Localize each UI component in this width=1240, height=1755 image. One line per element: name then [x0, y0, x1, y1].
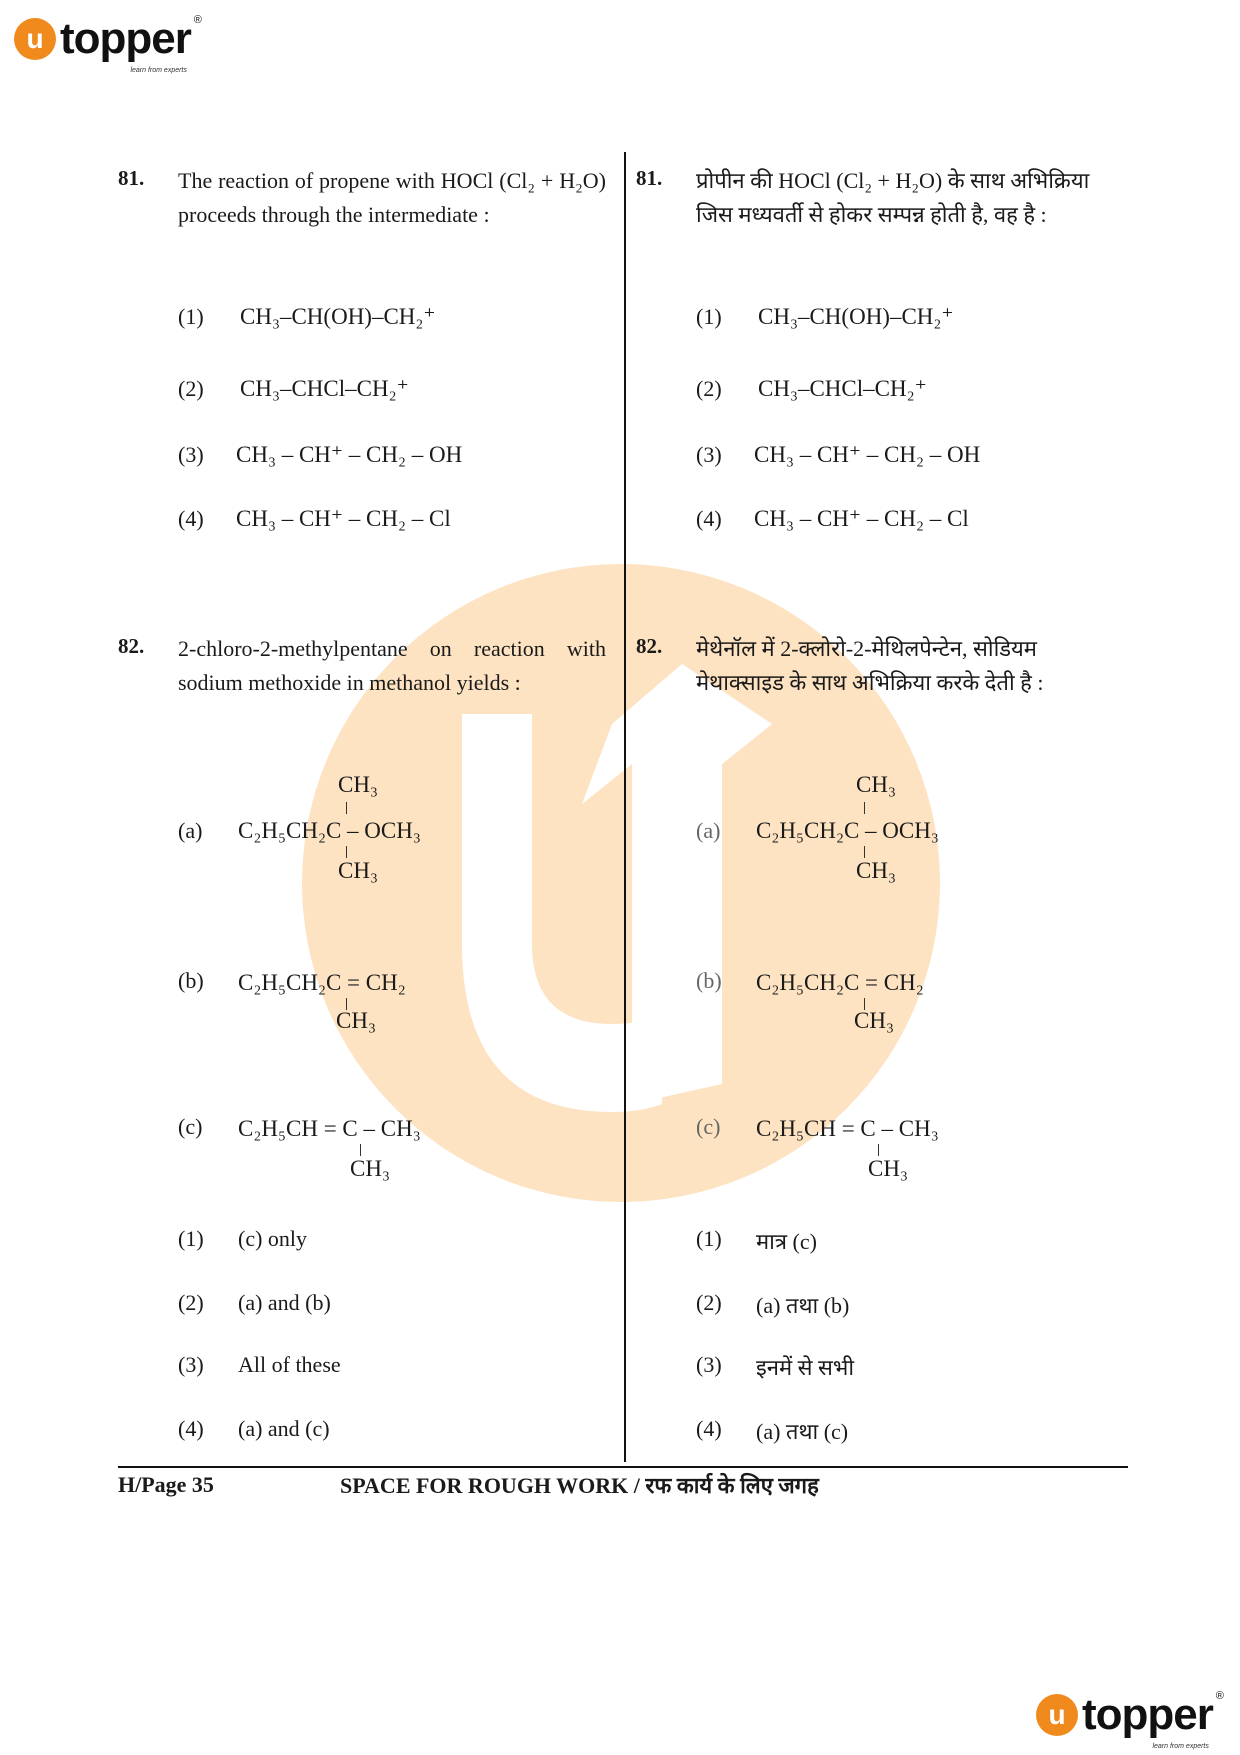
q82-structure-c-bottom: CH₃ — [350, 1156, 390, 1181]
q82-structure-b-label: (b) — [696, 968, 722, 993]
q82-option-3-hi: इनमें से सभी — [756, 1355, 855, 1380]
q82-option-4-hi: (a) तथा (c) — [756, 1419, 849, 1444]
rough-work-label: SPACE FOR ROUGH WORK / रफ कार्य के लिए जगह — [340, 1473, 819, 1498]
q82-option-1-hi: मात्र (c) — [756, 1229, 817, 1254]
q81-option-label: (2) — [696, 376, 722, 401]
q81-option-label: (1) — [696, 304, 722, 329]
q82-structure-c-main: C₂H₅CH = C – CH₃ — [756, 1116, 939, 1141]
q82-option-label: (1) — [178, 1226, 204, 1251]
q82-option-label: (4) — [178, 1416, 204, 1441]
q82-question-en: 2-chloro-2-methylpentane on reaction with sodium methoxide in methanol yields : — [178, 636, 606, 695]
q81-question-hi: प्रोपीन की HOCl (Cl₂ + H₂O) के साथ अभिक्रिया जिस मध्यवर्ती से होकर सम्पन्न होती है, वह है : — [696, 168, 1090, 227]
q82-structure-a-top: CH₃ — [338, 772, 378, 797]
topper-logo — [14, 14, 201, 74]
q82-structure-b-label: (b) — [178, 968, 204, 993]
q81-option-1-en: CH₃–CH(OH)–CH₂⁺ — [240, 304, 436, 329]
q81-option-1-hi: CH₃–CH(OH)–CH₂⁺ — [758, 304, 954, 329]
q82-option-4-en: (a) and (c) — [238, 1416, 330, 1441]
q81-option-3-en: CH₃ – CH⁺ – CH₂ – OH — [236, 442, 463, 467]
q82-structure-c-main: C₂H₅CH = C – CH₃ — [238, 1116, 421, 1141]
footer-rule — [118, 1466, 1128, 1468]
bond-line — [346, 802, 347, 814]
q82-structure-a-top: CH₃ — [856, 772, 896, 797]
q81-question-en: The reaction of propene with HOCl (Cl₂ + H₂O) proceeds through the intermediate : — [178, 168, 606, 227]
topper-logo-footer — [1036, 1690, 1223, 1750]
q82-structure-a-bottom: CH₃ — [338, 858, 378, 883]
bond-line — [346, 846, 347, 858]
q82-option-label: (1) — [696, 1226, 722, 1251]
q82-option-label: (3) — [696, 1352, 722, 1377]
q82-option-2-hi: (a) तथा (b) — [756, 1293, 850, 1318]
bond-line — [878, 1144, 879, 1156]
q82-structure-b-main: C₂H₅CH₂C = CH₂ — [238, 970, 406, 995]
logo-u-icon: u — [1036, 1694, 1078, 1736]
q82-option-1-en: (c) only — [238, 1226, 308, 1251]
q82-option-label: (2) — [696, 1290, 722, 1315]
q81-number-hi: 81. — [636, 166, 663, 190]
logo-wordmark: topper ® learn from experts — [1082, 1690, 1223, 1750]
q81-number-en: 81. — [118, 166, 145, 190]
q81-option-label: (3) — [696, 442, 722, 467]
q82-number-hi: 82. — [636, 634, 663, 658]
q82-structure-a-main: C₂H₅CH₂C – OCH₃ — [756, 818, 939, 843]
bond-line — [864, 802, 865, 814]
q81-option-3-hi: CH₃ – CH⁺ – CH₂ – OH — [754, 442, 981, 467]
column-divider — [624, 152, 626, 1462]
q82-structure-c-bottom: CH₃ — [868, 1156, 908, 1181]
q81-option-2-hi: CH₃–CHCl–CH₂⁺ — [758, 376, 927, 401]
bond-line — [864, 846, 865, 858]
q82-structure-a-label: (a) — [178, 818, 203, 843]
q81-option-2-en: CH₃–CHCl–CH₂⁺ — [240, 376, 409, 401]
q82-structure-a-label: (a) — [696, 818, 721, 843]
q81-option-label: (2) — [178, 376, 204, 401]
q81-option-4-en: CH₃ – CH⁺ – CH₂ – Cl — [236, 506, 451, 531]
q81-option-4-hi: CH₃ – CH⁺ – CH₂ – Cl — [754, 506, 969, 531]
q82-number-en: 82. — [118, 634, 145, 658]
bond-line — [360, 1144, 361, 1156]
q82-option-3-en: All of these — [238, 1352, 341, 1377]
q82-structure-a-bottom: CH₃ — [856, 858, 896, 883]
q82-structure-b-bottom: CH₃ — [336, 1008, 376, 1033]
q82-structure-c-label: (c) — [696, 1114, 721, 1139]
q82-structure-b-main: C₂H₅CH₂C = CH₂ — [756, 970, 924, 995]
q82-option-2-en: (a) and (b) — [238, 1290, 331, 1315]
q82-option-label: (2) — [178, 1290, 204, 1315]
q81-option-label: (4) — [696, 506, 722, 531]
page-number: H/Page 35 — [118, 1472, 214, 1497]
q82-structure-b-bottom: CH₃ — [854, 1008, 894, 1033]
q82-question-hi: मेथेनॉल में 2-क्लोरो-2-मेथिलपेन्टेन, सोडियम मेथाक्साइड के साथ अभिक्रिया करके देती है : — [696, 636, 1044, 695]
q82-structure-c-label: (c) — [178, 1114, 203, 1139]
q81-option-label: (4) — [178, 506, 204, 531]
q82-structure-a-main: C₂H₅CH₂C – OCH₃ — [238, 818, 421, 843]
logo-u-icon: u — [14, 18, 56, 60]
q82-option-label: (3) — [178, 1352, 204, 1377]
q81-option-label: (3) — [178, 442, 204, 467]
q81-option-label: (1) — [178, 304, 204, 329]
q82-option-label: (4) — [696, 1416, 722, 1441]
logo-wordmark: topper ® learn from experts — [60, 14, 201, 74]
